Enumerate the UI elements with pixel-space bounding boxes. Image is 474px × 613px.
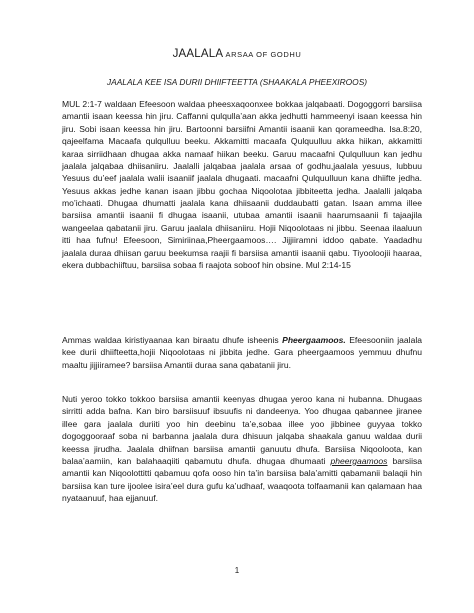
paragraph-3-text-before: Nuti yeroo tokko tokkoo barsiisa amantii keenyas dhugaa yeroo kana ni hubanna. Dhugaas sirritti adda bafna. Kan biro barsiisuuf ibsuufis ni dandeenya. Yoo dhugaa qabannee jiranee illee gara jaalala duriiti yoo hin deebinu ta’e,sobaa illee yoo jibbinee guyyaa tokko dogoggooraaf soba ni barbanna jaalala dura dhisuun jalqaba shaakala ganuu waldaa durii keessa jirudha. Jaalala dhiifnan barsiisa amantii ganuutu dhufa. Barsiisa Niqooloota, kan balaa’aamiin, kan balahaaqiiti qabamutu dhufa. dhugaa dhumaati	[62, 394, 422, 466]
paragraph-1: MUL 2:1-7 waldaan Efeesoon waldaa pheesxaqoonxee bokkaa jalqabaati. Dogoggorri barsiisa amantii isaan keessa hin jiru. Caffanni qulqulla’aan akka jedhutti hammeenyi isaan keessa hin jiru. Sobi isaan keessa hin jiru. Bartoonni barsiifni Amantii isaanii kan qorameedha. Isa.8:20, qajeelfama Macaafa qulqulluu beeku. Akkamitti macaafa Qulquulluu akka hiikan, akkamitti karaa sirriidhaan dhugaa akka namaaf hiikan beeku. Garuu macaafni Qulqulluun kan jedhu jaalala jalqabaa dhiisaniiru. Jaalalli jalqabaa jaalala arsaa of godhu,jaalala yesuus, lubbuu Yesuus du’eef jaalala walii isaaniif jaalala dhugaati. macaafni Qulquulluun kana dhiifte jedha. Yesuus akkas jedhe kanan isaan jibbu gochaa Niqoolotaa jibbiteetta jedha. Jaalalli jalqaba mo’ichaati. Dhugaa dhumatti jaalala kana dhiisaanii duddaubatti gatan. Isaan amma illee barsiisa amantii isaanii fi dhugaa isaanii, utubaa amantii isaanii haarumsaanii fi tajaajila wangeelaa qabatanii jiru. Garuu jaalala dhiisaniiru. Hojii Niqoolotaas ni jibbu. Seenaa ilaaluun itti haa fufnu! Efeesoon, Simiriinaa,Pheergaamoos…. Jijjiiramni iddoo qabate. Yaadadhu jaalala duraa dhiisan garuu beekumsa raajii fi barsiisa amantii isaanii qabu. Tiyooloojii haaraa, ekera dubbachiiftuu, barsiisa sobaa fi raajota soboof hin obsine. Mul 2:14-15	[62, 99, 422, 270]
document-title-part1: JAALALA	[172, 48, 224, 60]
paragraph-3-text-after: barsiisa amantii kan Niqoolottitti qabamuu qofa ooso hin ta’in barsiisa bala’amitti qabamanii balaqii hin barsiisa kan ture ijoolee isira’eel dura gufu ka’udhaaf, waaqoota tolfaamanii kan qalamaan haa nyataanuuf, haa ejjanuuf.	[62, 455, 423, 503]
document-title	[0, 48, 474, 60]
paragraph-3	[62, 393, 422, 504]
paragraph-2-text-after: Efeesooniin jaalala kee durii dhiifteetta,hojii Niqoolotaas ni jibbita jedhe. Gara pheergaamoos yemmuu dhufnu maaltu jijjiiramee? barsiisa Amantii duraa sana qabatanii jiru.	[62, 335, 422, 370]
document-title-part2: ARSAA OF GODHU	[223, 50, 302, 59]
paragraph-2-text-before: Ammas waldaa kiristiyaanaa kan biraatu dhufe isheenis	[62, 335, 283, 345]
page-number: 1	[234, 566, 240, 575]
paragraph-2	[62, 334, 422, 371]
document-subtitle: JAALALA KEE ISA DURII DHIIFTEETTA (SHAAKALA PHEEXIROOS)	[106, 77, 368, 87]
paragraph-3-emphasis: pheergaamoos	[330, 455, 388, 466]
paragraph-2-emphasis: Pheergaamoos.	[282, 335, 346, 345]
